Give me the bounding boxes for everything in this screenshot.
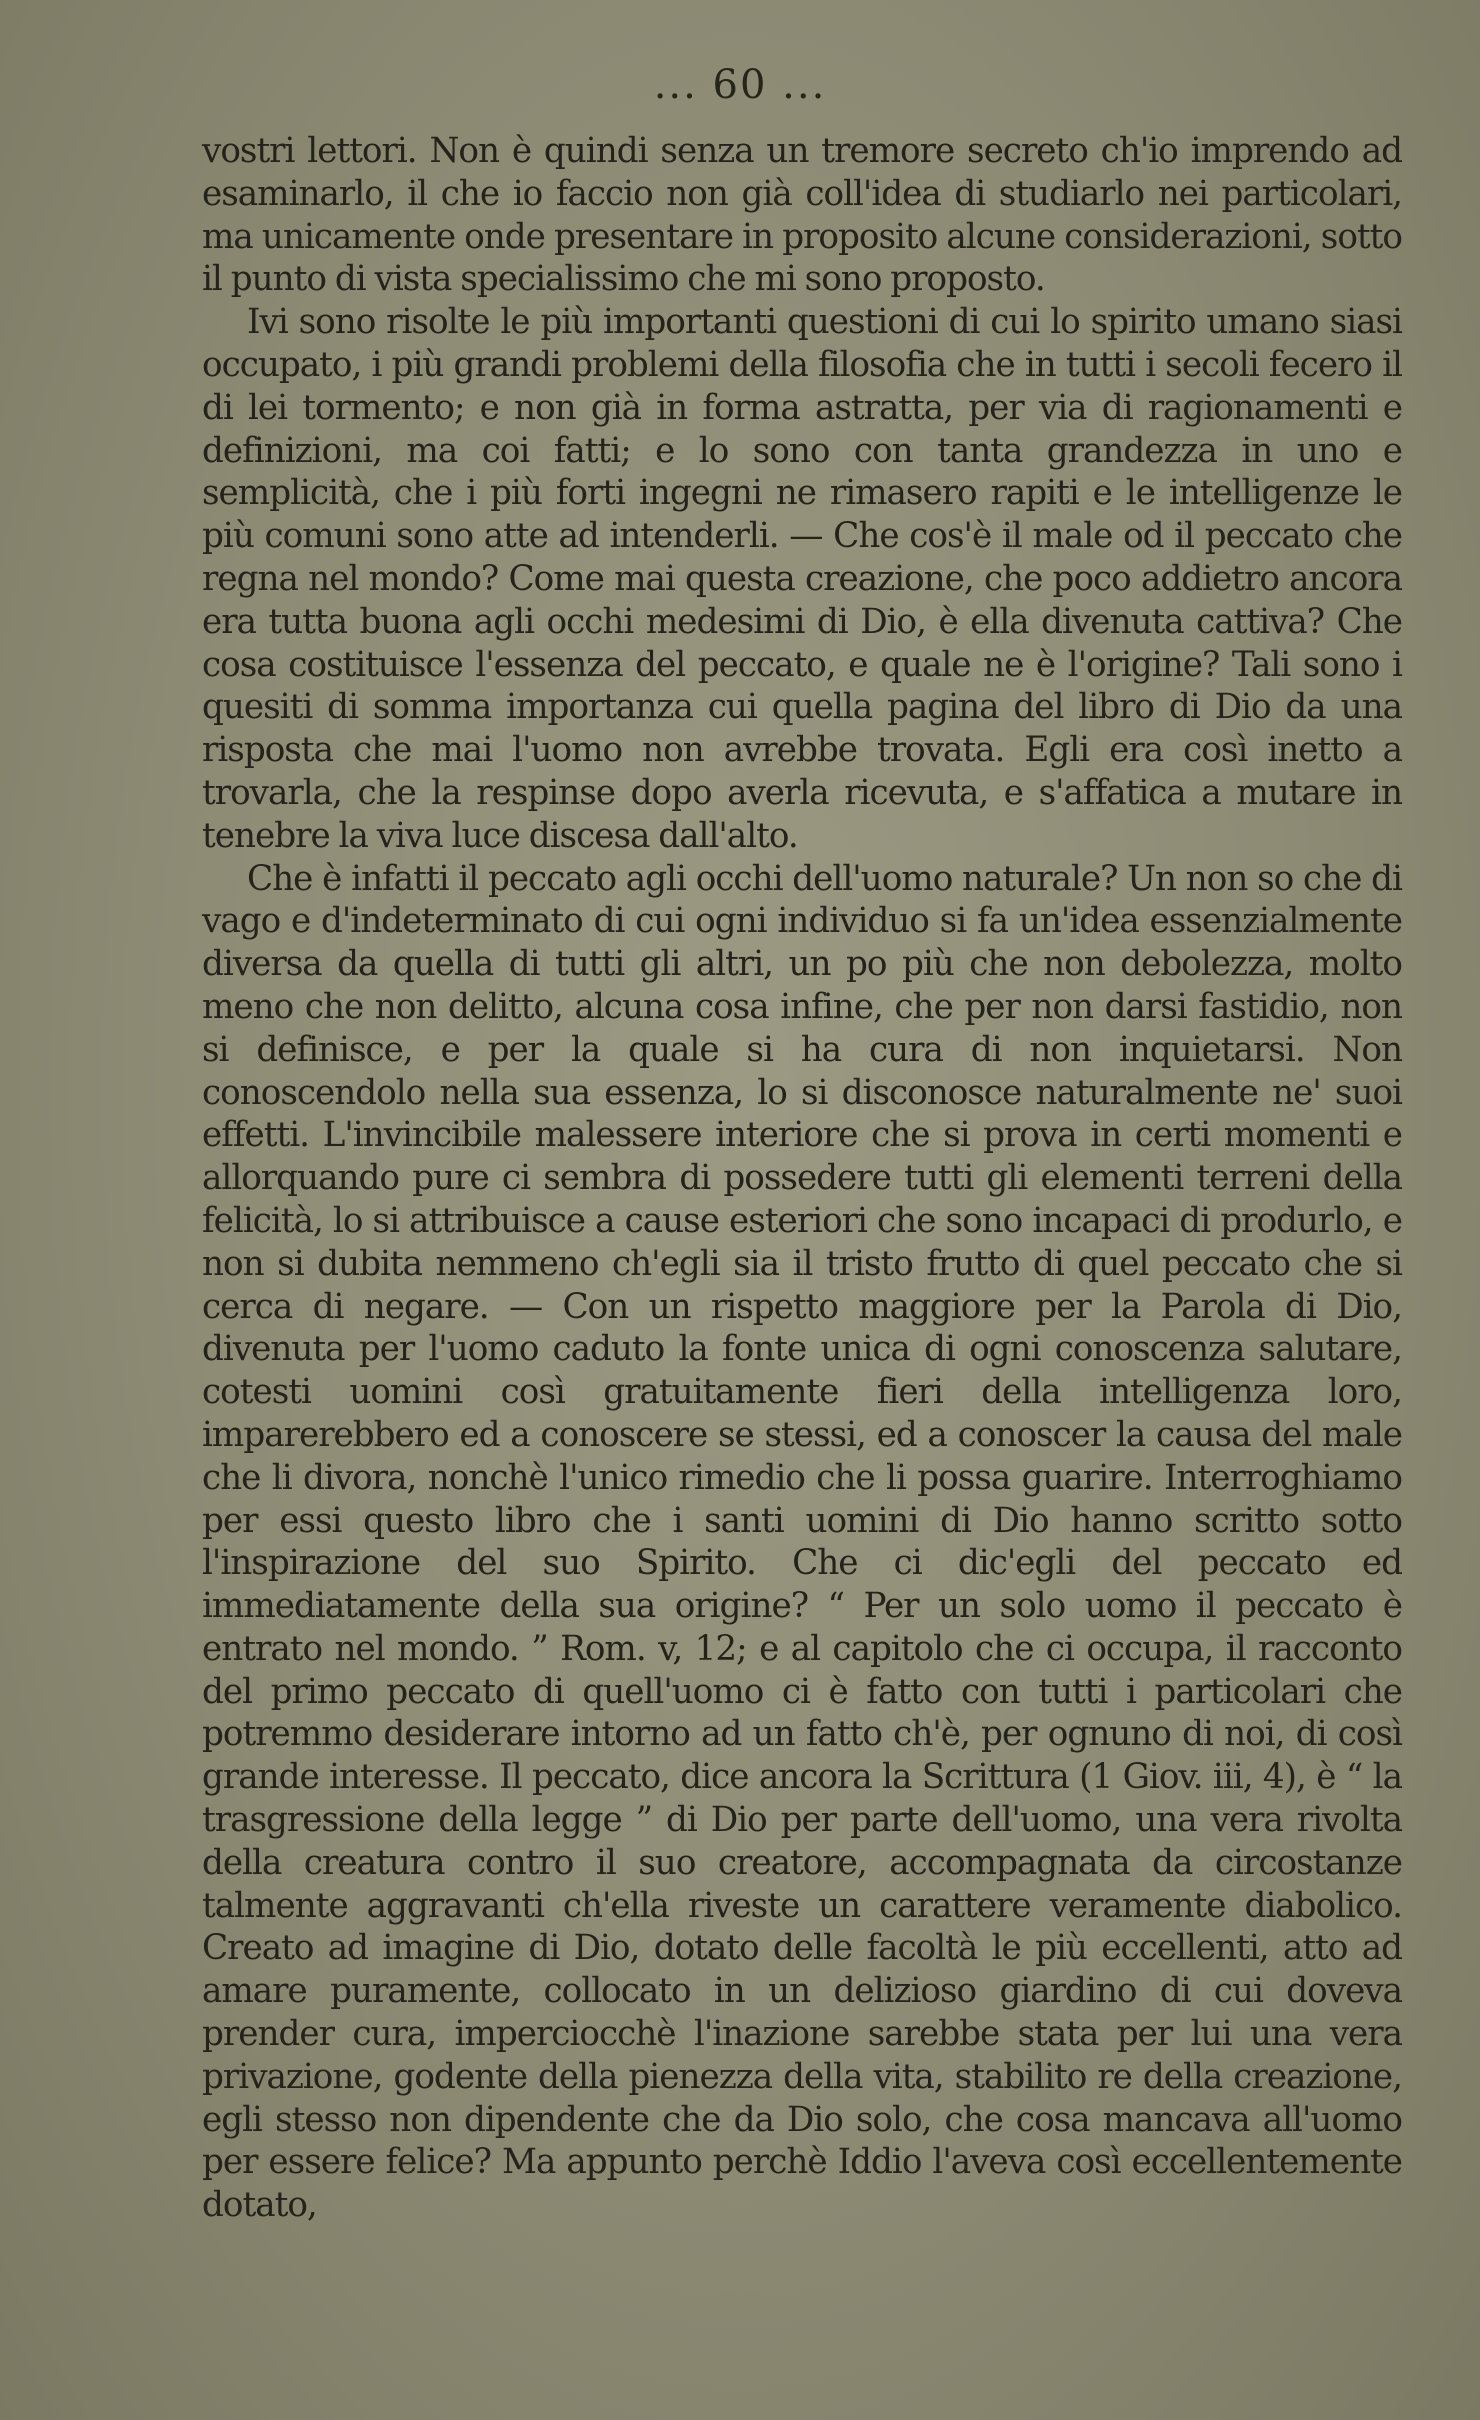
page-body-text — [202, 130, 1402, 2227]
page-number-header: ... 60 ... — [653, 62, 827, 108]
paragraph: Ivi sono risolte le più importanti questioni di cui lo spirito umano siasi occupato, i più grandi problemi della filosofia che in tutti i secoli fecero il di lei tormento; e non già in forma astratta, per via di ragionamenti e definizioni, ma coi fatti; e lo sono con tanta grandezza in uno e semplicità, che i più forti ingegni ne rimasero rapiti e le intelligenze le più comuni sono atte ad intenderli. — Che cos'è il male od il peccato che regna nel mondo? Come mai questa creazione, che poco addietro ancora era tutta buona agli occhi medesimi di Dio, è ella divenuta cattiva? Che cosa costituisce l'essenza del peccato, e quale ne è l'origine? Tali sono i quesiti di somma importanza cui quella pagina del libro di Dio da una risposta che mai l'uomo non avrebbe trovata. Egli era così inetto a trovarla, che la respinse dopo averla ricevuta, e s'affatica a mutare in tenebre la viva luce discesa dall'alto. — [202, 302, 1402, 856]
paragraph-continuation: vostri lettori. Non è quindi senza un tremore secreto ch'io imprendo ad esaminarlo, il che io faccio non già coll'idea di studiarlo nei particolari, ma unicamente onde presentare in proposito alcune considerazioni, sotto il punto di vista specialissimo che mi sono proposto. — [202, 131, 1402, 300]
paragraph: Che è infatti il peccato agli occhi dell'uomo naturale? Un non so che di vago e d'indeterminato di cui ogni individuo si fa un'idea essenzialmente diversa da quella di tutti gli altri, un po più che non debolezza, molto meno che non delitto, alcuna cosa infine, che per non darsi fastidio, non si definisce, e per la quale si ha cura di non inquietarsi. Non conoscendolo nella sua essenza, lo si disconosce naturalmente ne' suoi effetti. L'invincibile malessere interiore che si prova in certi momenti e allorquando pure ci sembra di possedere tutti gli elementi terreni della felicità, lo si attribuisce a cause esteriori che sono incapaci di produrlo, e non si dubita nemmeno ch'egli sia il tristo frutto di quel peccato che si cerca di negare. — Con un rispetto maggiore per la Parola di Dio, divenuta per l'uomo caduto la fonte unica di ogni conoscenza salutare, cotesti uomini così gratuitamente fieri della intelligenza loro, imparerebbero ed a conoscere se stessi, ed a conoscer la causa del male che li divora, nonchè l'unico rimedio che li possa guarire. Interroghiamo per essi questo libro che i santi uomini di Dio hanno scritto sotto l'inspirazione del suo Spirito. Che ci dic'egli del peccato ed immediatamente della sua origine? “ Per un solo uomo il peccato è entrato nel mondo. ” Rom. v, 12; e al capitolo che ci occupa, il racconto del primo peccato di quell'uomo ci è fatto con tutti i particolari che potremmo desiderare intorno ad un fatto ch'è, per ognuno di noi, di così grande interesse. Il peccato, dice ancora la Scrittura (1 Giov. iii, 4), è “ la trasgressione della legge ” di Dio per parte dell'uomo, una vera rivolta della creatura contro il suo creatore, accompagnata da circostanze talmente aggravanti ch'ella riveste un carattere veramente diabolico. Creato ad imagine di Dio, dotato delle facoltà le più eccellenti, atto ad amare puramente, collocato in un delizioso giardino di cui doveva prender cura, imperciocchè l'inazione sarebbe stata per lui una vera privazione, godente della pienezza della vita, stabilito re della creazione, egli stesso non dipendente che da Dio solo, che cosa mancava all'uomo per essere felice? Ma appunto perchè Iddio l'aveva così eccellentemente dotato, — [202, 858, 1402, 2226]
